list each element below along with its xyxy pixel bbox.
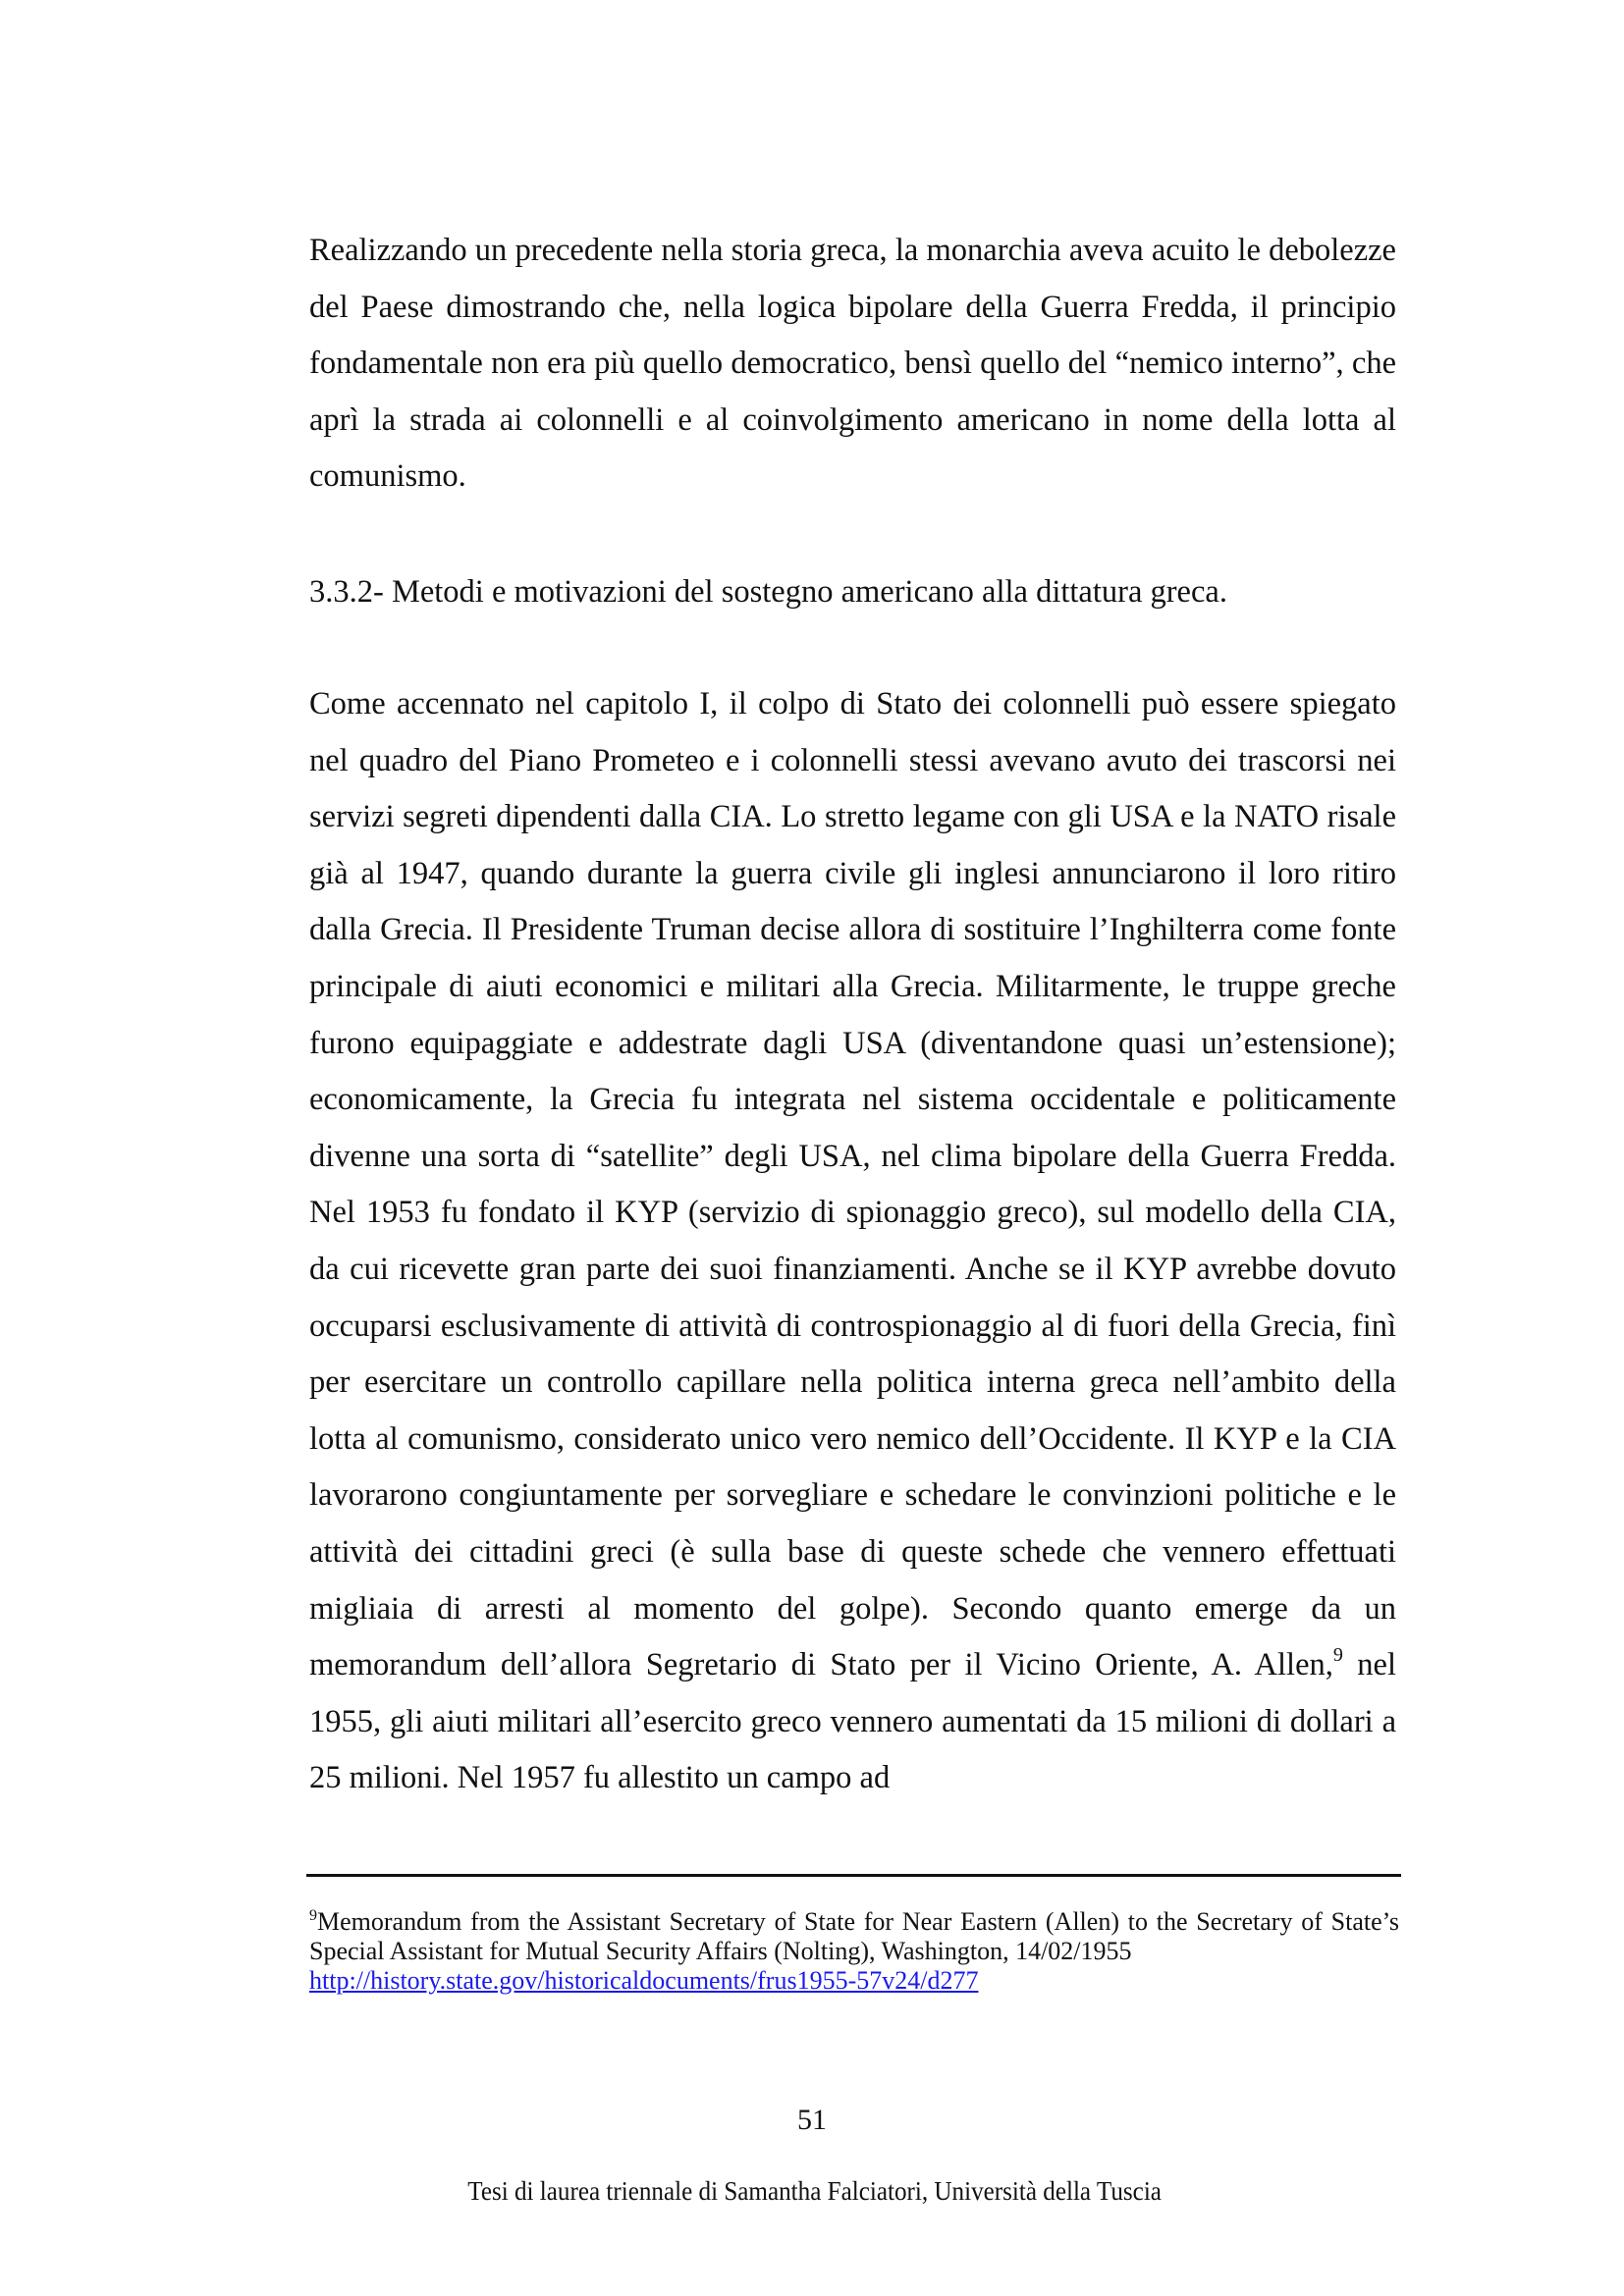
footnote-separator bbox=[306, 1874, 1401, 1877]
running-footer: Tesi di laurea triennale di Samantha Falciatori, Università della Tuscia bbox=[467, 2176, 1162, 2206]
body-paragraph-2 bbox=[309, 676, 1396, 1807]
footnote bbox=[309, 1907, 1399, 1996]
section-heading: 3.3.2- Metodi e motivazioni del sostegno americano alla dittatura greca. bbox=[309, 574, 1227, 610]
footnote-link[interactable]: http://history.state.gov/historicaldocuments/frus1955-57v24/d277 bbox=[309, 1966, 979, 1995]
body-paragraph-1: Realizzando un precedente nella storia greca, la monarchia aveva acuito le debolezze del Paese dimostrando che, nella logica bipolare della Guerra Fredda, il principio fondamentale non era più quello democratico, bensì quello del “nemico interno”, che aprì la strada ai colonnelli e al coinvolgimento americano in nome della lotta al comunismo. bbox=[309, 233, 1396, 495]
footnote-text: Memorandum from the Assistant Secretary of State for Near Eastern (Allen) to the Secretary of State’s Special Assistant for Mutual Security Affairs (Nolting), Washington, 14/02/1955 bbox=[309, 1907, 1399, 1965]
paragraph-2-text-before-note: Come accennato nel capitolo I, il colpo di Stato dei colonnelli può essere spiegato nel quadro del Piano Prometeo e i colonnelli stessi avevano avuto dei trascorsi nei servizi segreti dipendenti dalla CIA. Lo stretto legame con gli USA e la NATO risale già al 1947, quando durante la guerra civile gli inglesi annunciarono il loro ritiro dalla Grecia. Il Presidente Truman decise allora di sostituire l’Inghilterra come fonte principale di aiuti economici e militari alla Grecia. Militarmente, le truppe greche furono equipaggiate e addestrate dagli USA (diventandone quasi un’estensione); economicamente, la Grecia fu integrata nel sistema occidentale e politicamente divenne una sorta di “satellite” degli USA, nel clima bipolare della Guerra Fredda. Nel 1953 fu fondato il KYP (servizio di spionaggio greco), sul modello della CIA, da cui ricevette gran parte dei suoi finanziamenti. Anche se il KYP avrebbe dovuto occuparsi esclusivamente di attività di controspionaggio al di fuori della Grecia, finì per esercitare un controllo capillare nella politica interna greca nell’ambito della lotta al comunismo, considerato unico vero nemico dell’Occidente. Il KYP e la CIA lavorarono congiuntamente per sorvegliare e schedare le convinzioni politiche e le attività dei cittadini greci (è sulla base di queste schede che vennero effettuati migliaia di arresti al momento del golpe). Secondo quanto emerge da un memorandum dell’allora Segretario di Stato per il Vicino Oriente, A. Allen, bbox=[309, 686, 1396, 1683]
page-number: 51 bbox=[797, 2104, 827, 2136]
footnote-reference[interactable]: 9 bbox=[1332, 1644, 1343, 1667]
paragraph-2-text-after-note: nel 1955, gli aiuti militari all’esercito greco vennero aumentati da 15 milioni di dollari a 25 milioni. Nel 1957 fu allestito un campo ad bbox=[309, 1647, 1396, 1796]
footnote-marker: 9 bbox=[309, 1907, 317, 1924]
